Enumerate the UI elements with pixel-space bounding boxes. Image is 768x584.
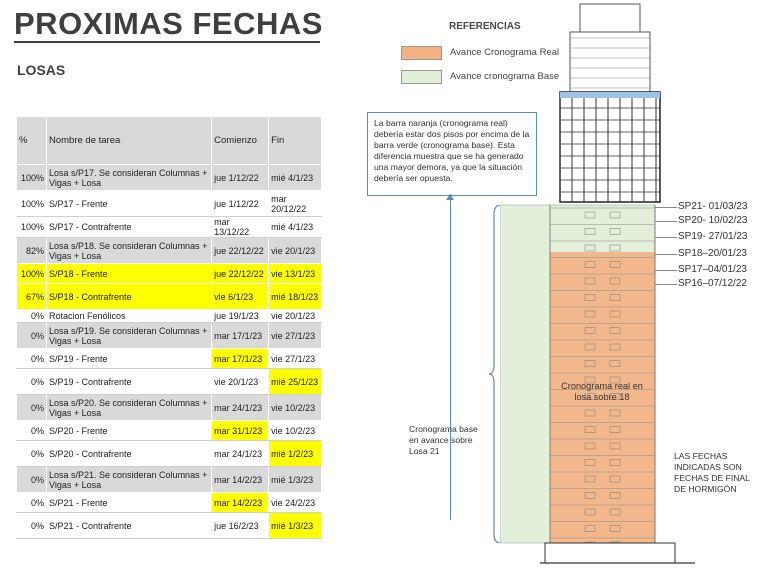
cell-name: Losa s/P20. Se consideran Columnas + Vigas + Losa: [46, 395, 211, 421]
cell-name: Losa s/P18. Se consideran Columnas + Vigas + Losa: [46, 238, 211, 264]
legend-label-real: Avance Cronograma Real: [450, 47, 560, 58]
cell-name: Rotacion Fenólicos: [46, 310, 211, 323]
cell-end: vie 13/1/23: [269, 264, 322, 284]
cell-end: mié 1/3/23: [269, 467, 322, 493]
cell-end: mié 25/1/23: [269, 369, 322, 395]
cell-start: mar 14/2/23: [212, 467, 269, 493]
table-row: [17, 323, 322, 349]
table-row: [17, 264, 322, 284]
cell-start: mar 24/1/23: [212, 441, 269, 467]
cell-start: vie 6/1/23: [212, 284, 269, 310]
cell-pct: 0%: [17, 369, 47, 395]
table-row: [17, 191, 322, 217]
table-row: [17, 238, 322, 264]
dates-note-line: LAS FECHAS: [674, 451, 728, 461]
cell-start: mar 24/1/23: [212, 395, 269, 421]
cell-name: S/P20 - Frente: [46, 421, 211, 441]
cell-pct: 0%: [17, 395, 47, 421]
header-pct: %: [17, 117, 47, 165]
cell-end: vie 27/1/23: [269, 323, 322, 349]
floor-label: SP17–04/01/23: [678, 264, 747, 275]
table-row: [17, 395, 322, 421]
table-row: [17, 284, 322, 310]
cell-name: S/P18 - Frente: [46, 264, 211, 284]
dates-note-line: FECHAS DE FINAL: [674, 473, 750, 483]
cell-pct: 82%: [17, 238, 47, 264]
cell-pct: 100%: [17, 217, 47, 238]
cell-name: S/P21 - Frente: [46, 493, 211, 513]
cell-start: jue 22/12/22: [212, 238, 269, 264]
table-row: [17, 217, 322, 238]
table-row: [17, 165, 322, 191]
base-label-line: en avance sobre: [409, 435, 473, 445]
cell-pct: 0%: [17, 493, 47, 513]
cell-name: S/P17 - Contrafrente: [46, 217, 211, 238]
roof-block: [580, 4, 640, 32]
cell-start: mar 14/2/23: [212, 493, 269, 513]
cell-end: vie 10/2/23: [269, 421, 322, 441]
header-end: Fin: [269, 117, 322, 165]
floor-leader-line: [655, 254, 677, 255]
legend-swatch-base: [401, 70, 442, 84]
schedule-table: [16, 116, 322, 539]
cell-pct: 0%: [17, 310, 47, 323]
cell-end: mié 4/1/23: [269, 217, 322, 238]
base-label: [409, 424, 478, 457]
cell-end: vie 10/2/23: [269, 395, 322, 421]
cell-name: Losa s/P17. Se consideran Columnas + Vigas + Losa: [46, 165, 211, 191]
dates-note-line: INDICADAS SON: [674, 462, 742, 472]
building-elevation: [500, 0, 700, 584]
floor-leader-line: [655, 284, 677, 285]
cell-pct: 0%: [17, 513, 47, 539]
cell-name: S/P17 - Frente: [46, 191, 211, 217]
cell-end: mié 1/2/23: [269, 441, 322, 467]
dates-note: [674, 451, 750, 495]
cell-start: mar 31/1/23: [212, 421, 269, 441]
cell-end: vie 27/1/23: [269, 349, 322, 369]
cell-name: S/P21 - Contrafrente: [46, 513, 211, 539]
legend-swatch-real: [401, 46, 442, 60]
cell-end: mié 1/3/23: [269, 513, 322, 539]
header-name: Nombre de tarea: [46, 117, 211, 165]
legend-title: REFERENCIAS: [449, 21, 521, 32]
upper-block: [570, 32, 650, 92]
floor-label: SP19- 27/01/23: [678, 231, 748, 242]
base-label-line: Cronograma base: [409, 424, 478, 434]
floor-label: SP20- 10/02/23: [678, 215, 748, 226]
slab-marker: [560, 92, 660, 98]
base-label-line: Losa 21: [409, 446, 440, 456]
real-label: [556, 381, 648, 403]
floor-leader-line: [655, 207, 677, 208]
table-row: [17, 467, 322, 493]
cell-start: mar 17/1/23: [212, 349, 269, 369]
cell-pct: 100%: [17, 191, 47, 217]
cell-end: vie 24/2/23: [269, 493, 322, 513]
title-underline: [14, 41, 320, 43]
floor-label: SP18–20/01/23: [678, 248, 747, 259]
cell-end: mié 4/1/23: [269, 165, 322, 191]
cell-pct: 100%: [17, 264, 47, 284]
dates-note-line: DE HORMIGÓN: [674, 484, 737, 494]
cell-start: jue 1/12/22: [212, 165, 269, 191]
table-row: [17, 349, 322, 369]
floor-leader-line: [655, 270, 677, 271]
cell-end: vie 20/1/23: [269, 238, 322, 264]
cell-pct: 0%: [17, 323, 47, 349]
table-row: [17, 369, 322, 395]
table-row: [17, 513, 322, 539]
cell-name: Losa s/P19. Se consideran Columnas + Vigas + Losa: [46, 323, 211, 349]
page-title: PROXIMAS FECHAS: [14, 6, 323, 41]
header-start: Comienzo: [212, 117, 269, 165]
floor-leader-line: [655, 221, 677, 222]
cell-start: jue 19/1/23: [212, 310, 269, 323]
note-arrow-head: [446, 194, 454, 200]
cell-end: vie 20/1/23: [269, 310, 322, 323]
cell-pct: 67%: [17, 284, 47, 310]
table-row: [17, 421, 322, 441]
table-header-row: [17, 117, 322, 165]
cell-name: S/P20 - Contrafrente: [46, 441, 211, 467]
ground-block: [545, 543, 675, 563]
legend-label-base: Avance cronograma Base: [450, 71, 560, 82]
cell-pct: 0%: [17, 349, 47, 369]
cell-pct: 0%: [17, 467, 47, 493]
cell-end: mié 18/1/23: [269, 284, 322, 310]
structure-frame: [560, 92, 660, 202]
cell-start: jue 22/12/22: [212, 264, 269, 284]
cell-start: mar 17/1/23: [212, 323, 269, 349]
table-row: [17, 493, 322, 513]
cell-start: jue 16/2/23: [212, 513, 269, 539]
real-label-line: losa sobre 18: [574, 392, 630, 402]
cell-name: S/P19 - Frente: [46, 349, 211, 369]
section-subtitle: LOSAS: [17, 62, 66, 78]
cell-start: jue 1/12/22: [212, 191, 269, 217]
cell-name: S/P18 - Contrafrente: [46, 284, 211, 310]
floor-leader-line: [655, 237, 677, 238]
real-label-line: Cronograma real en: [561, 381, 643, 391]
explanation-note: La barra naranja (cronograma real) debería estar dos pisos por encima de la barra verde (cronograma base). Esta diferencia muestra que se ha generado una mayor demora, ya que la situación debería ser opuesta.: [367, 112, 537, 196]
table-row: [17, 310, 322, 323]
cell-pct: 100%: [17, 165, 47, 191]
cell-start: mar 13/12/22: [212, 217, 269, 238]
cell-end: mar 20/12/22: [269, 191, 322, 217]
cell-pct: 0%: [17, 441, 47, 467]
cell-name: S/P19 - Contrafrente: [46, 369, 211, 395]
cell-start: vie 20/1/23: [212, 369, 269, 395]
cell-name: Losa s/P21. Se consideran Columnas + Vigas + Losa: [46, 467, 211, 493]
cell-pct: 0%: [17, 421, 47, 441]
floor-label: SP16–07/12/22: [678, 278, 747, 289]
floor-label: SP21- 01/03/23: [678, 201, 748, 212]
note-arrow: [450, 194, 451, 520]
table-row: [17, 441, 322, 467]
